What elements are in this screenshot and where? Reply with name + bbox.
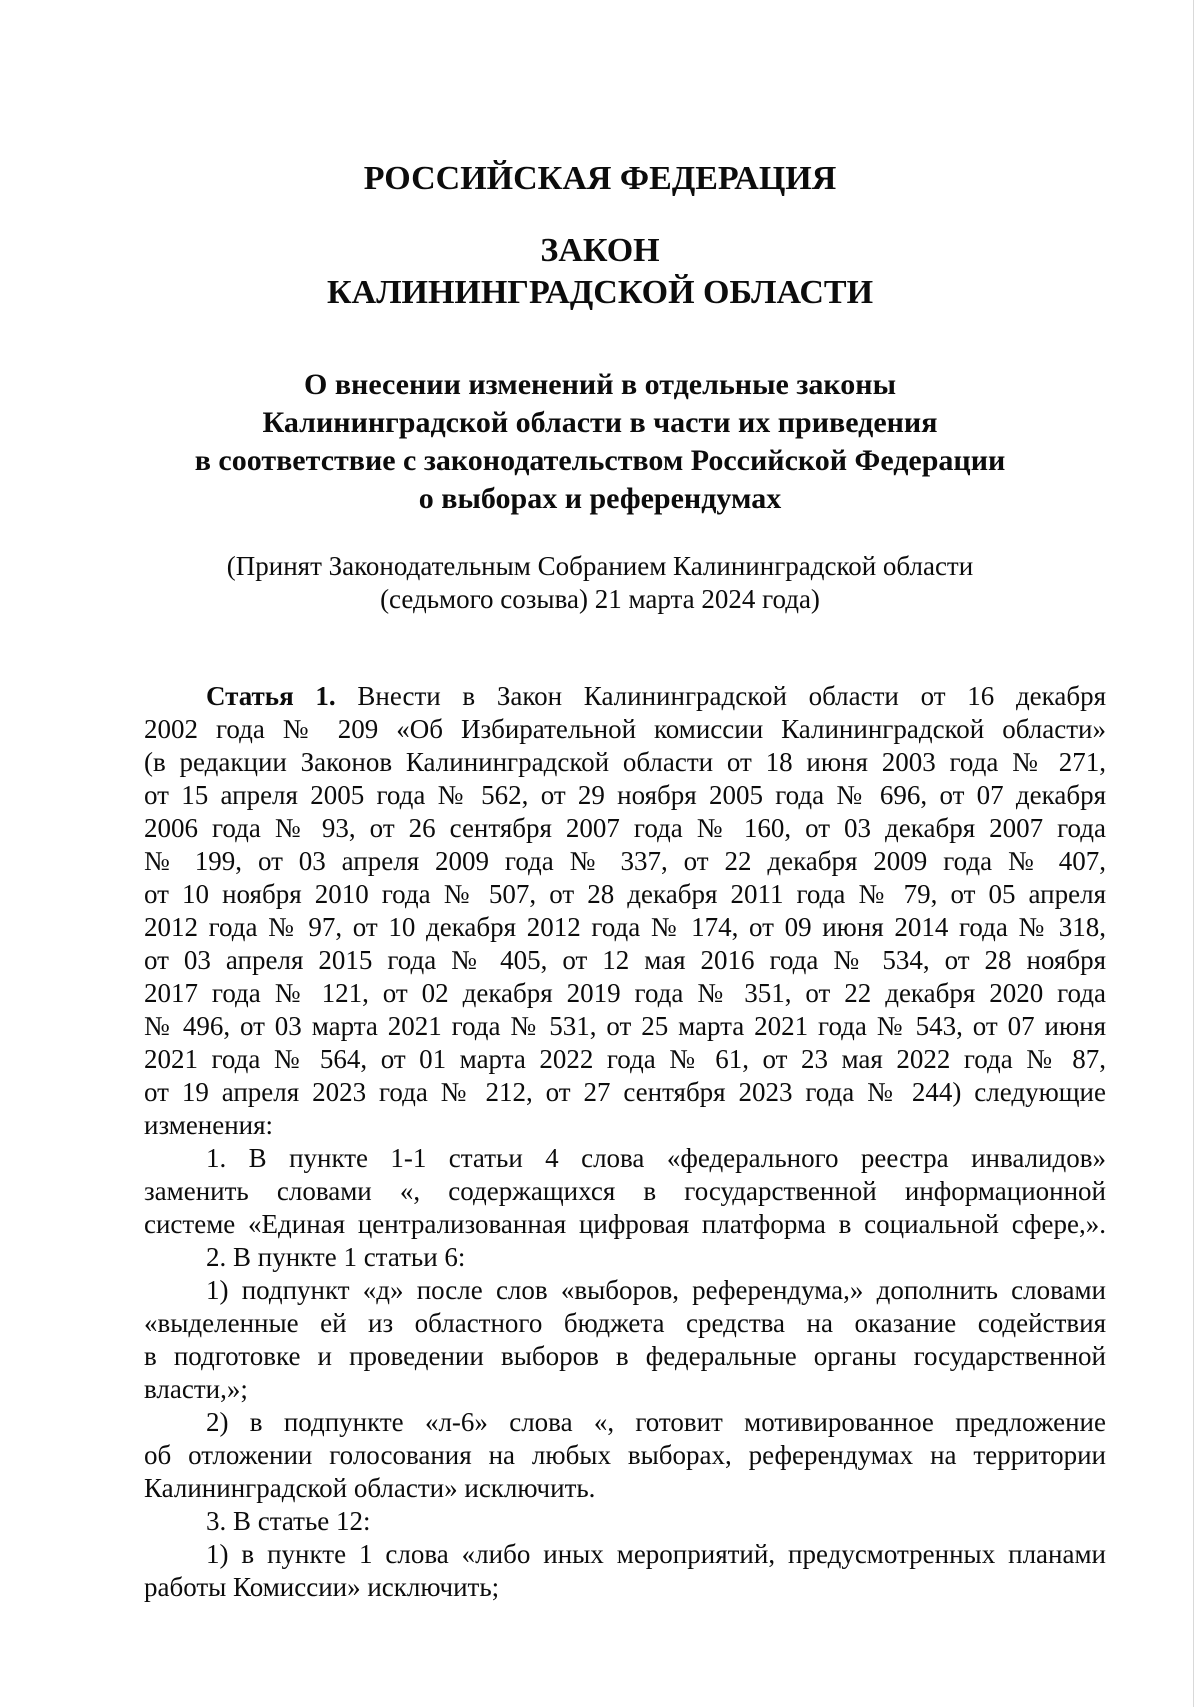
article-1-line: (в редакции Законов Калининградской области от 18 июня 2003 года № 271,: [144, 747, 1106, 777]
article-1-line: 2021 года № 564, от 01 марта 2022 года № 61, от 23 мая 2022 года № 87,: [144, 1044, 1106, 1074]
article-1-line: № 496, от 03 марта 2021 года № 531, от 25 марта 2021 года № 543, от 07 июня: [144, 1011, 1106, 1041]
subitem-2-1-line: в подготовке и проведении выборов в федеральные органы государственной: [144, 1341, 1106, 1371]
article-1-line: от 15 апреля 2005 года № 562, от 29 ноября 2005 года № 696, от 07 декабря: [144, 780, 1106, 810]
article-1-line: № 199, от 03 апреля 2009 года № 337, от 22 декабря 2009 года № 407,: [144, 846, 1106, 876]
subitem-3-1-line: 1) в пункте 1 слова «либо иных мероприятий, предусмотренных планами: [206, 1539, 1106, 1569]
item-3-line: 3. В статье 12:: [206, 1506, 371, 1536]
subitem-3-1-line: работы Комиссии» исключить;: [144, 1572, 500, 1602]
item-1-line: заменить словами «, содержащихся в государственной информационной: [144, 1176, 1106, 1206]
item-1-line: системе «Единая централизованная цифровая платформа в социальной сфере,».: [144, 1209, 1106, 1239]
document-type-heading: ЗАКОН: [540, 232, 660, 269]
region-heading: КАЛИНИНГРАДСКОЙ ОБЛАСТИ: [326, 274, 874, 311]
article-1-line: от 10 ноября 2010 года № 507, от 28 декабря 2011 года № 79, от 05 апреля: [144, 879, 1106, 909]
subitem-2-1-line: власти,»;: [144, 1374, 248, 1404]
article-1-line: от 03 апреля 2015 года № 405, от 12 мая 2016 года № 534, от 28 ноября: [144, 945, 1106, 975]
article-1-first-line-text: Внести в Закон Калининградской области от 16 декабря: [357, 681, 1107, 711]
article-1-line: 2012 года № 97, от 10 декабря 2012 года № 174, от 09 июня 2014 года № 318,: [144, 912, 1106, 942]
law-body: [144, 680, 1106, 1604]
adoption-note: [150, 550, 1050, 616]
item-2-line: 2. В пункте 1 статьи 6:: [206, 1242, 466, 1272]
item-1-line: 1. В пункте 1-1 статьи 4 слова «федерального реестра инвалидов»: [206, 1143, 1106, 1173]
article-1-line: 2002 года № 209 «Об Избирательной комиссии Калининградской области»: [144, 714, 1106, 744]
subitem-2-1-line: «выделенные ей из областного бюджета средства на оказание содействия: [144, 1308, 1106, 1338]
subitem-2-1-line: 1) подпункт «д» после слов «выборов, референдума,» дополнить словами: [206, 1275, 1106, 1305]
article-1-line: 2006 года № 93, от 26 сентября 2007 года № 160, от 03 декабря 2007 года: [144, 813, 1106, 843]
country-heading: РОССИЙСКАЯ ФЕДЕРАЦИЯ: [363, 160, 837, 197]
subitem-2-2-line: Калининградской области» исключить.: [144, 1473, 596, 1503]
subitem-2-2-line: об отложении голосования на любых выборах, референдумах на территории: [144, 1440, 1106, 1470]
law-title-line: в соответствие с законодательством Российской Федерации: [194, 444, 1006, 477]
subitem-2-2-line: 2) в подпункте «л-6» слова «, готовит мотивированное предложение: [206, 1407, 1106, 1437]
article-1-line: от 19 апреля 2023 года № 212, от 27 сентября 2023 года № 244) следующие: [144, 1077, 1106, 1107]
adoption-note-line: (Принят Законодательным Собранием Калининградской области: [226, 551, 974, 581]
article-1-label: Статья 1.: [206, 681, 336, 711]
law-title-line: О внесении изменений в отдельные законы: [304, 368, 896, 401]
article-1-line: 2017 года № 121, от 02 декабря 2019 года № 351, от 22 декабря 2020 года: [144, 978, 1106, 1008]
adoption-note-line: (седьмого созыва) 21 марта 2024 года): [380, 584, 820, 614]
article-1-first-line: [144, 680, 1106, 713]
law-title-line: о выборах и референдумах: [418, 482, 782, 515]
article-1-line: изменения:: [144, 1110, 274, 1140]
law-title-line: Калининградской области в части их приведения: [262, 406, 938, 439]
law-title: [150, 366, 1050, 518]
